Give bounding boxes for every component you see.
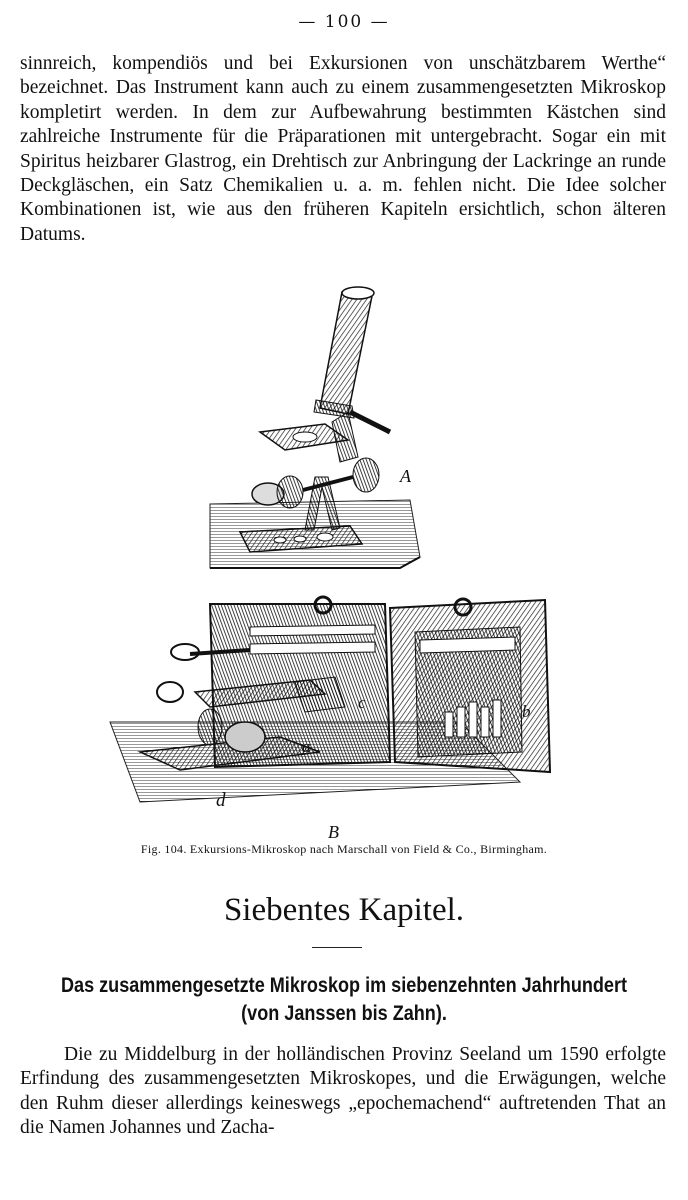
section-heading-line-1: Das zusammengesetzte Mikroskop im siebenzehnten Jahrhundert <box>60 974 628 997</box>
figure-104 <box>100 282 570 842</box>
label-d: d <box>216 790 226 811</box>
figure-a-microscope <box>210 287 420 568</box>
section-heading <box>57 972 631 1028</box>
body-paragraph-2: Die zu Middelburg in der holländischen Provinz Seeland um 1590 erfolgte Erfindung des zusammengesetzten Mikroskopes, und die Erwägungen, welche den Ruhm dieser allerdings keineswegs „epochemachend“ auftretenden That an die Namen Johannes und Zacha- <box>20 1044 666 1139</box>
figure-caption: Fig. 104. Exkursions-Mikroskop nach Marschall von Field & Co., Birmingham. <box>140 842 548 856</box>
title-divider <box>312 947 362 948</box>
chapter-title: Siebentes Kapitel. <box>223 892 465 928</box>
figure-b-case <box>110 597 550 842</box>
label-b: b <box>522 702 531 721</box>
label-c: c <box>358 693 366 712</box>
label-a: a <box>302 737 311 756</box>
section-heading-line-2: (von Janssen bis Zahn). <box>241 1002 447 1025</box>
page-number: — 100 — <box>298 12 390 32</box>
label-A: A <box>400 466 411 486</box>
microscope-engraving <box>100 282 570 842</box>
label-B: B <box>328 822 339 842</box>
body-paragraph-1: sinnreich, kompendiös und bei Exkursionen von unschätzbarem Werthe“ bezeichnet. Das Instrument kann auch zu einem zusammengesetzten Mikroskop kompletirt werden. In dem zur Aufbewahrung bestimmten Kästchen sind zahlreiche Instrumente für die Präparationen mit untergebracht. Sogar ein mit Spiritus heizbarer Glastrog, ein Drehtisch zur Anbringung der Lackringe an runde Deckgläschen, ein Satz Chemikalien u. a. m. fehlen nicht. Die Idee solcher Kombinationen ist, wie aus den früheren Kapiteln ersichtlich, schon älteren Datums. <box>20 53 666 245</box>
